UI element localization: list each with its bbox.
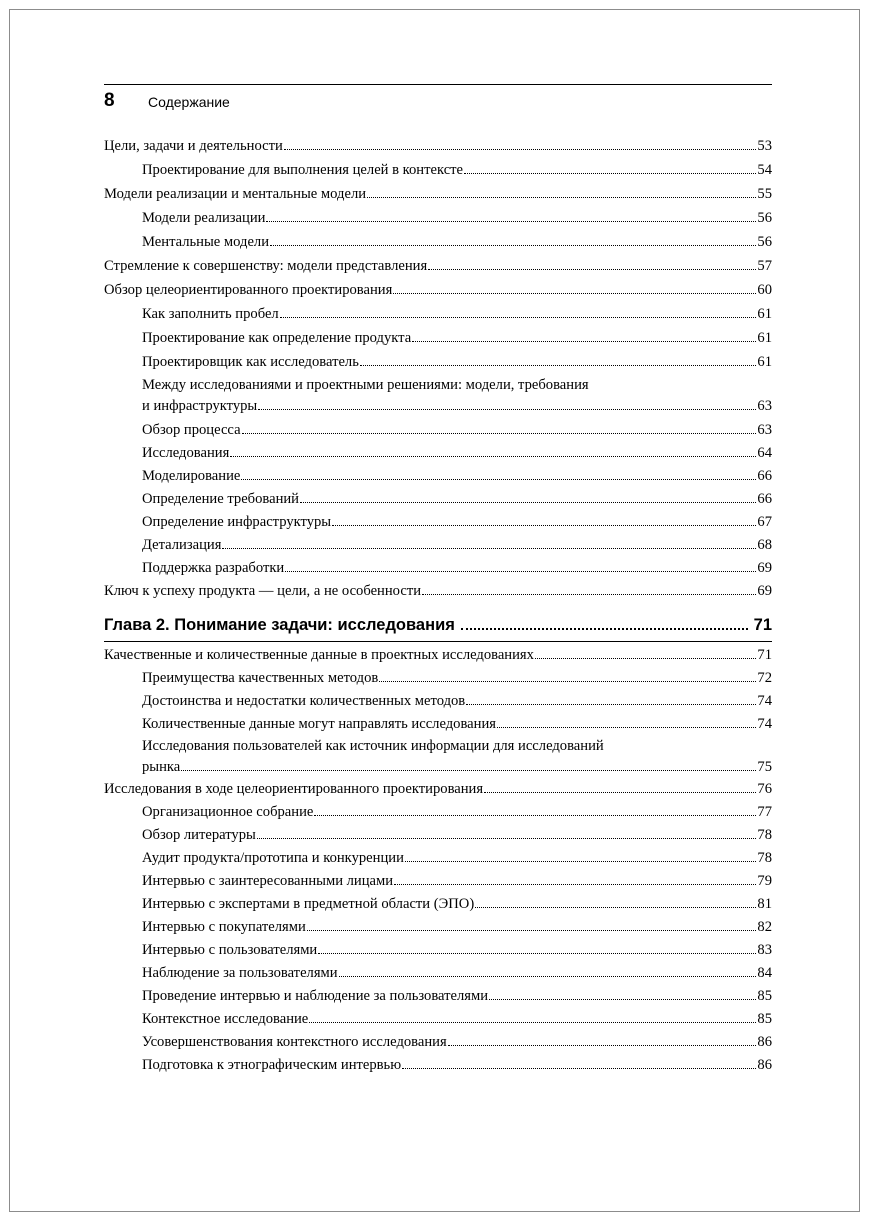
toc-entry-page: 72 xyxy=(757,670,772,686)
toc-entry-page: 78 xyxy=(757,850,772,866)
toc-entry-title-line1: Исследования пользователей как источник информации для исследований xyxy=(142,738,604,754)
toc-entry-title: Как заполнить пробел xyxy=(142,306,279,322)
toc-entry[interactable] xyxy=(104,207,772,229)
toc-entry-page: 85 xyxy=(757,988,772,1004)
dot-leader xyxy=(339,976,757,977)
toc-entry-title: Цели, задачи и деятельности xyxy=(104,138,283,154)
dot-leader xyxy=(461,628,748,630)
toc-entry-page: 63 xyxy=(757,422,772,438)
dot-leader xyxy=(241,479,756,480)
toc-entry-page: 66 xyxy=(757,491,772,507)
dot-leader xyxy=(484,792,756,793)
toc-entry-title: Количественные данные могут направлять исследования xyxy=(142,716,496,732)
toc-entry-title: Определение требований xyxy=(142,491,299,507)
toc-entry-title: Проектирование для выполнения целей в контексте xyxy=(142,162,464,178)
toc-entry[interactable] xyxy=(104,159,772,181)
toc-entry[interactable] xyxy=(104,279,772,301)
toc-entry[interactable] xyxy=(104,1054,772,1076)
chapter-title: Глава 2. Понимание задачи: исследования xyxy=(104,616,455,634)
toc-entry-page: 63 xyxy=(757,398,772,414)
dot-leader xyxy=(258,409,756,410)
toc-entry-title: Организационное собрание xyxy=(142,804,314,820)
toc-entry[interactable] xyxy=(104,939,772,961)
dot-leader xyxy=(367,197,756,198)
toc-entry-title: Интервью с заинтересованными лицами xyxy=(142,873,394,889)
toc-entry-page: 76 xyxy=(757,781,772,797)
toc-entry[interactable] xyxy=(104,511,772,533)
toc-entry-page: 64 xyxy=(757,445,772,461)
toc-entry-title: Интервью с экспертами в предметной области (ЭПО) xyxy=(142,896,475,912)
toc-entry[interactable] xyxy=(104,419,772,441)
toc-entry[interactable] xyxy=(104,824,772,846)
toc-entry-page: 54 xyxy=(757,162,772,178)
toc-entry-title-line2: и инфраструктуры xyxy=(142,398,258,414)
toc-entry-title: Достоинства и недостатки количественных методов xyxy=(142,693,466,709)
toc-entry[interactable] xyxy=(104,255,772,277)
toc-entry-title: Модели реализации xyxy=(142,210,266,226)
dot-leader xyxy=(309,1022,756,1023)
toc-entry-title-line1: Между исследованиями и проектными решениями: модели, требования xyxy=(142,377,589,393)
dot-leader xyxy=(270,245,756,246)
toc-entry-title: Проведение интервью и наблюдение за пользователями xyxy=(142,988,489,1004)
toc-entry-title: Усовершенствования контекстного исследования xyxy=(142,1034,447,1050)
toc-entry-page: 53 xyxy=(757,138,772,154)
dot-leader xyxy=(394,884,756,885)
chapter-rule xyxy=(104,641,772,642)
dot-leader xyxy=(181,770,756,771)
toc-entry-title: Обзор целеориентированного проектирования xyxy=(104,282,393,298)
dot-leader xyxy=(422,594,756,595)
dot-leader xyxy=(402,1068,756,1069)
toc-entry-title: Модели реализации и ментальные модели xyxy=(104,186,367,202)
toc-entry-title: Наблюдение за пользователями xyxy=(142,965,338,981)
toc-entry-page: 83 xyxy=(757,942,772,958)
running-title: Содержание xyxy=(148,94,230,110)
header-rule xyxy=(104,84,772,85)
toc-entry[interactable] xyxy=(104,488,772,510)
toc-entry-page: 75 xyxy=(757,759,772,775)
toc-entry[interactable] xyxy=(104,1031,772,1053)
toc-entry-page: 61 xyxy=(757,330,772,346)
dot-leader xyxy=(314,815,756,816)
toc-entry[interactable] xyxy=(104,183,772,205)
toc-entry[interactable] xyxy=(104,690,772,712)
toc-entry[interactable] xyxy=(104,916,772,938)
toc-entry-page: 57 xyxy=(757,258,772,274)
toc-entry-title: Ключ к успеху продукта — цели, а не особенности xyxy=(104,583,422,599)
toc-entry-title: Поддержка разработки xyxy=(142,560,285,576)
dot-leader xyxy=(222,548,756,549)
toc-entry-page: 67 xyxy=(757,514,772,530)
chapter-page: 71 xyxy=(753,616,772,634)
toc-entry[interactable] xyxy=(104,870,772,892)
toc-entry-page: 77 xyxy=(757,804,772,820)
toc-entry[interactable] xyxy=(104,801,772,823)
toc-entry[interactable] xyxy=(104,442,772,464)
toc-entry-title: Аудит продукта/прототипа и конкуренции xyxy=(142,850,404,866)
toc-entry[interactable] xyxy=(104,962,772,984)
toc-entry-page: 56 xyxy=(757,234,772,250)
toc-entry[interactable] xyxy=(104,465,772,487)
toc-entry-title: Обзор литературы xyxy=(142,827,256,843)
dot-leader xyxy=(332,525,756,526)
toc-entry-title: Качественные и количественные данные в проектных исследованиях xyxy=(104,647,534,663)
toc-entry-page: 66 xyxy=(757,468,772,484)
dot-leader xyxy=(300,502,756,503)
toc-entry-page: 74 xyxy=(757,693,772,709)
toc-entry[interactable] xyxy=(104,847,772,869)
toc-entry[interactable] xyxy=(104,580,772,602)
toc-entry-title: Исследования xyxy=(142,445,230,461)
toc-entry-title: Интервью с покупателями xyxy=(142,919,306,935)
dot-leader xyxy=(285,571,756,572)
toc-entry-title: Ментальные модели xyxy=(142,234,270,250)
dot-leader xyxy=(428,269,756,270)
dot-leader xyxy=(489,999,756,1000)
dot-leader xyxy=(257,838,757,839)
dot-leader xyxy=(280,317,757,318)
toc-entry[interactable] xyxy=(104,667,772,689)
toc-entry-title: Преимущества качественных методов xyxy=(142,670,379,686)
toc-entry-page: 60 xyxy=(757,282,772,298)
dot-leader xyxy=(284,149,757,150)
toc-entry-title: Проектировщик как исследователь xyxy=(142,354,359,370)
toc-entry-page: 85 xyxy=(757,1011,772,1027)
dot-leader xyxy=(405,861,757,862)
toc-entry-page: 56 xyxy=(757,210,772,226)
toc-entry-page: 86 xyxy=(757,1057,772,1073)
toc-entry-title: Стремление к совершенству: модели представления xyxy=(104,258,428,274)
page-number: 8 xyxy=(104,90,115,111)
toc-entry-title: Контекстное исследование xyxy=(142,1011,309,1027)
toc-entry-title: Определение инфраструктуры xyxy=(142,514,332,530)
toc-entry-title: Подготовка к этнографическим интервью xyxy=(142,1057,402,1073)
toc-entry-title: Моделирование xyxy=(142,468,241,484)
chapter-heading[interactable] xyxy=(104,613,772,637)
dot-leader xyxy=(412,341,756,342)
dot-leader xyxy=(379,681,756,682)
toc-entry-title: Обзор процесса xyxy=(142,422,241,438)
dot-leader xyxy=(448,1045,757,1046)
toc-entry-page: 79 xyxy=(757,873,772,889)
dot-leader xyxy=(266,221,756,222)
toc-entry[interactable] xyxy=(104,736,772,778)
toc-entry-page: 68 xyxy=(757,537,772,553)
toc-entry[interactable] xyxy=(104,375,772,417)
toc-entry-page: 81 xyxy=(757,896,772,912)
dot-leader xyxy=(464,173,756,174)
toc-entry[interactable] xyxy=(104,557,772,579)
toc-entry-page: 74 xyxy=(757,716,772,732)
dot-leader xyxy=(242,433,757,434)
dot-leader xyxy=(466,704,756,705)
dot-leader xyxy=(230,456,756,457)
dot-leader xyxy=(307,930,757,931)
toc-entry[interactable] xyxy=(104,985,772,1007)
toc-entry-page: 69 xyxy=(757,583,772,599)
dot-leader xyxy=(497,727,756,728)
toc-entry[interactable] xyxy=(104,713,772,735)
toc-entry-page: 61 xyxy=(757,306,772,322)
toc-entry-page: 78 xyxy=(757,827,772,843)
dot-leader xyxy=(535,658,756,659)
dot-leader xyxy=(318,953,756,954)
toc-entry-page: 69 xyxy=(757,560,772,576)
toc-entry-page: 71 xyxy=(757,647,772,663)
toc-entry-page: 55 xyxy=(757,186,772,202)
toc-entry-title: Проектирование как определение продукта xyxy=(142,330,412,346)
toc-entry[interactable] xyxy=(104,893,772,915)
toc-entry[interactable] xyxy=(104,644,772,666)
dot-leader xyxy=(393,293,756,294)
dot-leader xyxy=(360,365,757,366)
toc-entry[interactable] xyxy=(104,778,772,800)
toc-entry[interactable] xyxy=(104,135,772,157)
toc-entry-page: 84 xyxy=(757,965,772,981)
toc-entry[interactable] xyxy=(104,327,772,349)
toc-entry[interactable] xyxy=(104,303,772,325)
toc-entry-title: Исследования в ходе целеориентированного проектирования xyxy=(104,781,484,797)
toc-entry[interactable] xyxy=(104,351,772,373)
toc-entry-page: 86 xyxy=(757,1034,772,1050)
toc-entry[interactable] xyxy=(104,534,772,556)
toc-entry-title: Интервью с пользователями xyxy=(142,942,318,958)
toc-entry[interactable] xyxy=(104,1008,772,1030)
toc-entry-title-line2: рынка xyxy=(142,759,181,775)
toc-entry-page: 61 xyxy=(757,354,772,370)
toc-entry-title: Детализация xyxy=(142,537,222,553)
dot-leader xyxy=(475,907,756,908)
toc-entry-page: 82 xyxy=(757,919,772,935)
toc-entry[interactable] xyxy=(104,231,772,253)
